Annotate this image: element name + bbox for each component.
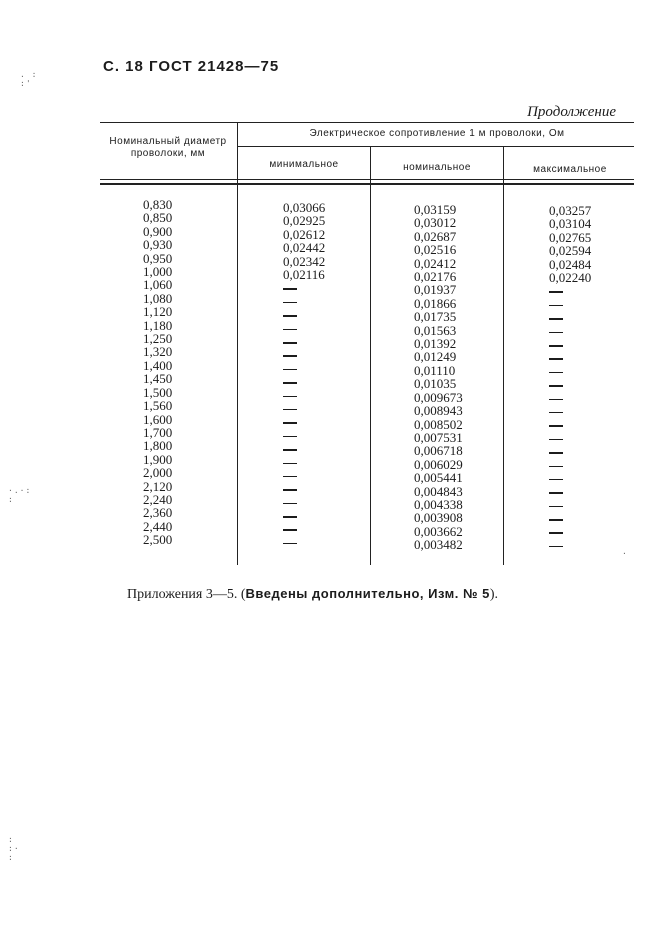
cell-nominal: 0,01563 [414,322,457,338]
cell-minimal [283,496,297,509]
cell-nominal: 0,01735 [414,309,457,325]
footnote-prefix: Приложения 3—5. ( [127,587,246,602]
cell-maximal: 0,02594 [549,243,592,259]
scan-speck: ·.·: : [8,486,32,504]
cell-diameter: 1,060 [143,277,173,293]
cell-diameter: 1,800 [143,438,173,454]
column-maximal [549,204,591,552]
cell-nominal: 0,01937 [414,282,457,298]
cell-maximal [549,459,563,472]
cell-maximal [549,325,563,338]
cell-maximal [549,351,563,364]
cell-minimal [283,375,297,388]
cell-maximal [549,539,563,552]
cell-maximal: 0,03257 [549,203,592,218]
cell-minimal [283,429,297,442]
cell-minimal [283,281,297,294]
cell-minimal [283,362,297,375]
cell-nominal: 0,004338 [414,496,463,512]
cell-maximal [549,485,563,498]
cell-minimal [283,536,297,549]
cell-diameter: 1,250 [143,331,173,347]
cell-diameter: 2,000 [143,465,173,481]
cell-maximal: 0,02240 [549,270,592,286]
column-diameter [143,198,172,547]
cell-nominal: 0,01392 [414,336,457,352]
cell-nominal: 0,003482 [414,537,463,553]
cell-diameter: 1,450 [143,371,173,387]
cell-diameter: 2,120 [143,478,173,494]
cell-maximal [549,472,563,485]
cell-minimal: 0,03066 [283,200,326,215]
footnote-bold: Введены дополнительно, Изм. № 5 [245,586,490,601]
header-bottom-rule-double [100,183,634,185]
cell-maximal: 0,02765 [549,229,592,245]
cell-minimal: 0,02925 [283,213,326,229]
cell-minimal [283,295,297,308]
cell-minimal [283,482,297,495]
cell-nominal: 0,006718 [414,443,463,459]
cell-diameter: 1,560 [143,398,173,414]
cell-maximal [549,338,563,351]
cell-maximal [549,432,563,445]
header-nominal: номинальное [403,162,471,173]
column-nominal [414,203,463,552]
header-bottom-rule [100,179,634,180]
cell-nominal: 0,01249 [414,349,457,365]
page-header: С. 18 ГОСТ 21428—75 [103,58,280,75]
header-resistance-group: Электрическое сопротивление 1 м проволоки, Ом [309,128,565,139]
cell-nominal: 0,01110 [414,362,456,378]
cell-diameter: 2,240 [143,491,173,507]
cell-diameter: 1,080 [143,290,173,306]
cell-diameter: 0,950 [143,250,173,266]
cell-diameter: 1,700 [143,424,173,440]
header-diameter: Номинальный диаметр проволоки, мм [109,136,227,159]
cell-diameter: 1,600 [143,411,173,427]
cell-minimal [283,509,297,522]
cell-diameter: 0,850 [143,210,173,226]
cell-diameter: 2,440 [143,518,173,534]
cell-diameter: 2,500 [143,532,173,548]
scan-speck: . : :' [20,70,38,88]
cell-maximal [549,392,563,405]
cell-minimal [283,308,297,321]
cell-diameter: 1,400 [143,357,173,373]
cell-nominal: 0,006029 [414,456,463,472]
cell-nominal: 0,02176 [414,269,457,285]
cell-maximal [549,298,563,311]
cell-maximal [549,512,563,525]
header-maximal: максимальное [533,164,607,175]
cell-maximal [549,378,563,391]
cell-diameter: 1,120 [143,304,173,320]
cell-nominal: 0,02516 [414,242,457,258]
cell-diameter: 0,830 [143,197,173,212]
scan-speck: : :· : [8,835,20,862]
cell-maximal [549,445,563,458]
cell-maximal [549,365,563,378]
cell-minimal [283,442,297,455]
cell-nominal: 0,03012 [414,215,457,231]
group-header-rule [238,146,634,147]
cell-minimal: 0,02342 [283,253,326,269]
cell-diameter: 1,180 [143,317,173,333]
cell-nominal: 0,008502 [414,416,463,432]
cell-minimal [283,335,297,348]
cell-diameter: 2,360 [143,505,173,521]
cell-nominal: 0,02687 [414,228,457,244]
cell-minimal [283,456,297,469]
cell-minimal [283,389,297,402]
cell-nominal: 0,009673 [414,389,463,405]
cell-nominal: 0,008943 [414,403,463,419]
cell-maximal [549,418,563,431]
cell-diameter: 1,320 [143,344,173,360]
cell-minimal [283,402,297,415]
cell-minimal: 0,02442 [283,240,326,256]
cell-minimal: 0,02612 [283,226,326,242]
cell-minimal [283,469,297,482]
column-divider-3 [503,147,504,565]
cell-nominal: 0,03159 [414,202,457,217]
cell-maximal [549,499,563,512]
footnote [127,586,498,603]
continued-label: Продолжение [527,104,616,120]
cell-maximal [549,284,563,297]
cell-maximal [549,311,563,324]
column-divider-1 [237,123,238,565]
cell-nominal: 0,003908 [414,510,463,526]
cell-nominal: 0,004843 [414,483,463,499]
cell-minimal [283,322,297,335]
cell-diameter: 0,900 [143,223,173,239]
scan-speck: · [622,549,628,558]
cell-maximal: 0,03104 [549,216,592,232]
column-minimal [283,201,325,549]
cell-diameter: 0,930 [143,237,173,253]
cell-minimal [283,415,297,428]
table-top-rule [100,122,634,123]
cell-maximal: 0,02484 [549,256,592,272]
cell-minimal: 0,02116 [283,267,325,283]
cell-maximal [549,525,563,538]
cell-nominal: 0,005441 [414,470,463,486]
cell-nominal: 0,01866 [414,295,457,311]
cell-nominal: 0,007531 [414,429,463,445]
column-divider-2 [370,147,371,565]
cell-diameter: 1,500 [143,384,173,400]
cell-minimal [283,348,297,361]
cell-diameter: 1,000 [143,264,173,280]
cell-nominal: 0,02412 [414,255,457,271]
header-minimal: минимальное [269,159,339,170]
cell-nominal: 0,01035 [414,376,457,392]
cell-maximal [549,405,563,418]
cell-nominal: 0,003662 [414,523,463,539]
footnote-suffix: ). [489,587,498,602]
cell-minimal [283,522,297,535]
cell-diameter: 1,900 [143,451,173,467]
